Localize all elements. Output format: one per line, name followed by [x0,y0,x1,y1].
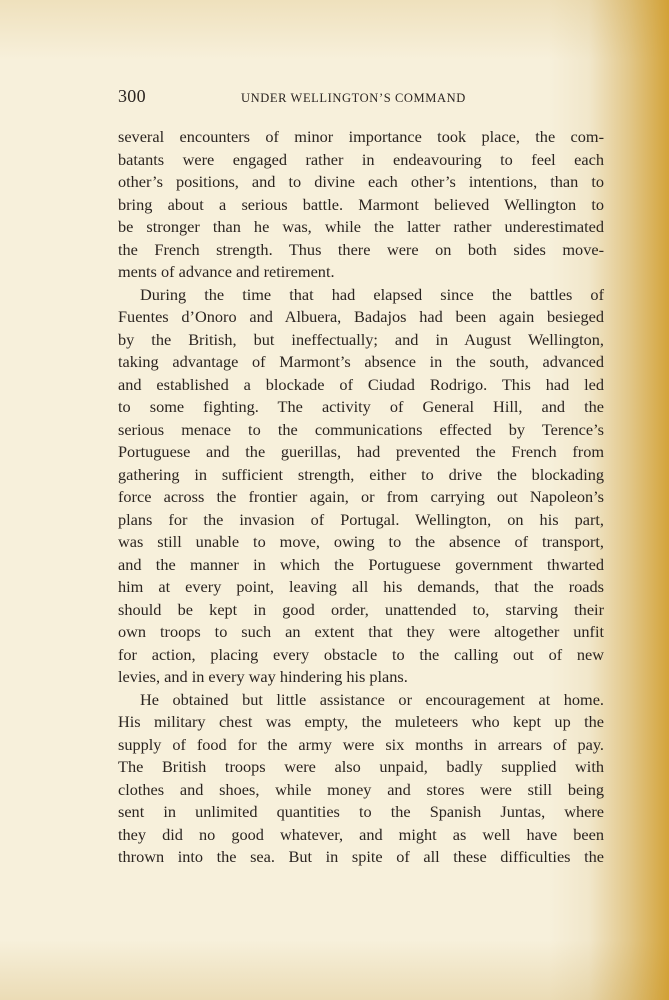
running-head: UNDER WELLINGTON’S COMMAND [241,91,466,105]
text-line: was still unable to move, owing to the absence of transport, [118,532,604,551]
text-line: and established a blockade of Ciudad Rodrigo. This had led [118,374,604,394]
text-line: serious menace to the communications effected by Terence’s [118,419,604,439]
text-line: The British troops were also unpaid, badly supplied with [118,757,604,776]
text-line: thrown into the sea. But in spite of all these difficulties the [118,847,604,866]
text-line: levies, and in every way hindering his plans. [118,667,408,686]
text-line: should be kept in good order, unattended to, starving their [118,599,604,619]
text-line: own troops to such an extent that they were altogether unfit [118,622,604,641]
text-line: other’s positions, and to divine each other’s intentions, than to [118,172,604,191]
text-line: Portuguese and the guerillas, had prevented the French from [118,442,604,461]
text-line: batants were engaged rather in endeavouring to feel each [118,149,604,169]
paragraph [118,126,604,284]
text-line: him at every point, leaving all his demands, that the roads [118,577,604,596]
text-line: sent in unlimited quantities to the Spanish Juntas, where [118,802,604,821]
text-line: by the British, but ineffectually; and in August Wellington, [118,329,604,349]
text-line: force across the frontier again, or from carrying out Napoleon’s [118,487,604,506]
text-line: several encounters of minor importance took place, the com- [118,127,604,146]
text-line: Fuentes d’Onoro and Albuera, Badajos had been again besieged [118,307,604,326]
text-line: to some fighting. The activity of General Hill, and the [118,397,604,416]
text-line: be stronger than he was, while the latter rather underestimated [118,217,604,236]
page-header [118,86,604,108]
text-line: gathering in sufficient strength, either to drive the blockading [118,464,604,484]
body-text [118,126,604,869]
text-line: bring about a serious battle. Marmont believed Wellington to [118,194,604,214]
text-line: clothes and shoes, while money and stores were still being [118,779,604,799]
text-line: supply of food for the army were six months in arrears of pay. [118,734,604,754]
text-line: for action, placing every obstacle to the calling out of new [118,644,604,664]
text-line: the French strength. Thus there were on both sides move- [118,239,604,259]
text-line: plans for the invasion of Portugal. Wellington, on his part, [118,509,604,529]
text-line: taking advantage of Marmont’s absence in the south, advanced [118,352,604,371]
text-line: and the manner in which the Portuguese government thwarted [118,554,604,574]
text-line: His military chest was empty, the muleteers who kept up the [118,712,604,731]
paragraph [118,689,604,869]
page-number: 300 [118,86,146,106]
text-line: During the time that had elapsed since the battles of [140,284,604,304]
text-line: ments of advance and retirement. [118,262,335,281]
text-line: they did no good whatever, and might as well have been [118,824,604,844]
text-line: He obtained but little assistance or encouragement at home. [140,689,604,709]
paragraph [118,284,604,689]
